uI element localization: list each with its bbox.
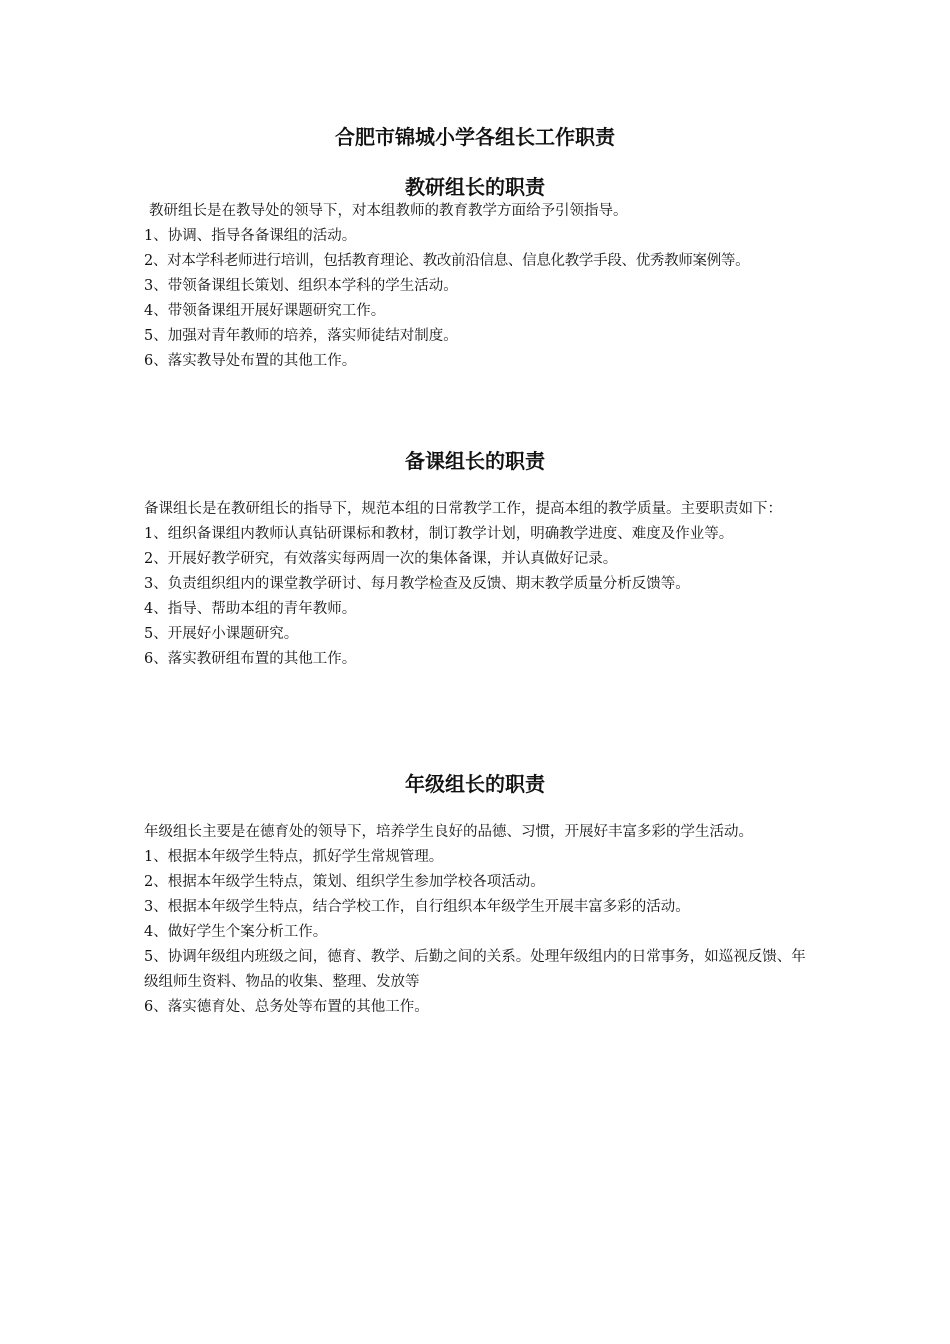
list-item: 4、做好学生个案分析工作。 — [144, 924, 328, 940]
section-heading-grade: 年级组长的职责 — [405, 772, 545, 796]
list-item: 2、对本学科老师进行培训，包括教育理论、教改前沿信息、信息化教学手段、优秀教师案例等。 — [144, 253, 750, 269]
list-item: 6、落实教研组布置的其他工作。 — [144, 651, 357, 667]
list-item: 1、协调、指导各备课组的活动。 — [144, 228, 357, 244]
list-item: 1、根据本年级学生特点，抓好学生常规管理。 — [144, 849, 444, 865]
list-item: 6、落实教导处布置的其他工作。 — [144, 353, 357, 369]
list-item: 3、负责组织组内的课堂教学研讨、每月教学检查及反馈、期末教学质量分析反馈等。 — [144, 576, 690, 592]
section-body-lesson-prep — [144, 497, 816, 672]
section-intro: 教研组长是在教导处的领导下，对本组教师的教育教学方面给予引领指导。 — [149, 203, 628, 219]
list-item: 5、协调年级组内班级之间，德育、教学、后勤之间的关系。处理年级组内的日常事务，如巡视反馈、年级组师生资料、物品的收集、整理、发放等 — [144, 949, 806, 990]
list-item: 2、根据本年级学生特点，策划、组织学生参加学校各项活动。 — [144, 874, 545, 890]
list-item: 5、开展好小课题研究。 — [144, 626, 299, 642]
list-item: 3、根据本年级学生特点，结合学校工作，自行组织本年级学生开展丰富多彩的活动。 — [144, 899, 690, 915]
list-item: 2、开展好教学研究，有效落实每两周一次的集体备课，并认真做好记录。 — [144, 551, 618, 567]
list-item: 3、带领备课组长策划、组织本学科的学生活动。 — [144, 278, 458, 294]
list-item: 6、落实德育处、总务处等布置的其他工作。 — [144, 999, 429, 1015]
list-item: 4、带领备课组开展好课题研究工作。 — [144, 303, 386, 319]
section-intro: 年级组长主要是在德育处的领导下，培养学生良好的品德、习惯，开展好丰富多彩的学生活动。 — [144, 824, 753, 840]
section-heading-lesson-prep: 备课组长的职责 — [405, 449, 545, 473]
list-item: 1、组织备课组内教师认真钻研课标和教材，制订教学计划，明确教学进度、难度及作业等。 — [144, 526, 734, 542]
section-intro: 备课组长是在教研组长的指导下，规范本组的日常教学工作，提高本组的教学质量。主要职责如下： — [144, 501, 782, 517]
list-item: 5、加强对青年教师的培养，落实师徒结对制度。 — [144, 328, 458, 344]
section-heading-teaching-research: 教研组长的职责 — [405, 175, 545, 199]
section-body-teaching-research — [144, 199, 816, 374]
list-item: 4、指导、帮助本组的青年教师。 — [144, 601, 357, 617]
section-body-grade — [144, 820, 816, 1020]
document-title: 合肥市锦城小学各组长工作职责 — [335, 125, 615, 149]
